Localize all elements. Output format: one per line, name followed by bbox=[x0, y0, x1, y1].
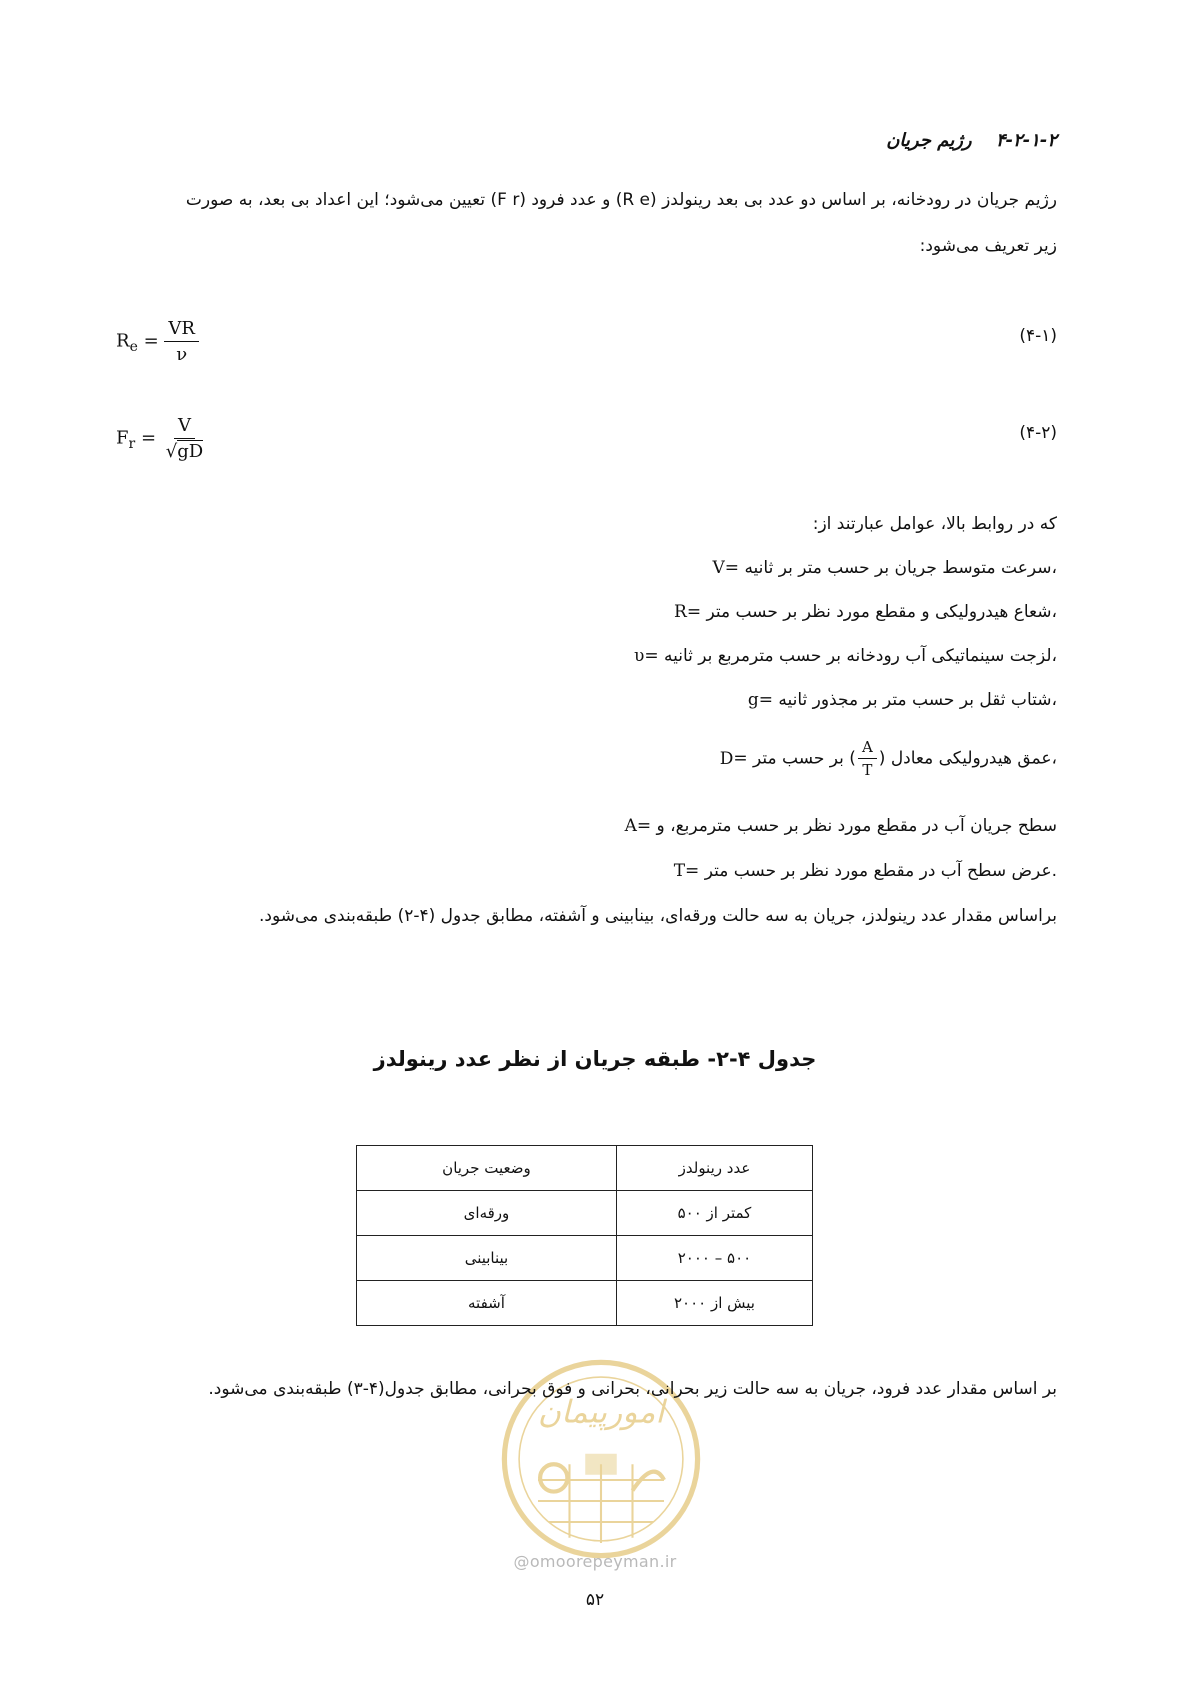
eq2-denominator bbox=[162, 439, 207, 462]
d-fraction bbox=[858, 738, 877, 779]
definitions-intro: که در روابط بالا، عوامل عبارتند از: bbox=[812, 514, 1057, 534]
eq1-denominator: ν bbox=[176, 344, 188, 365]
definition-text-after: ) بر حسب متر، bbox=[752, 748, 1057, 769]
equation-reynolds: $R_e$ = $\frac{VR}{\nu}$ bbox=[116, 318, 199, 365]
definition-symbol: T bbox=[673, 861, 686, 881]
sqrt-sign: √ bbox=[165, 441, 178, 462]
section-number: ۴-۲-۱-۲ bbox=[995, 130, 1057, 151]
definition-symbol: D bbox=[719, 748, 734, 769]
definition-text: = عرض سطح آب در مقطع مورد نظر بر حسب متر. bbox=[685, 861, 1057, 881]
definition-symbol: V bbox=[712, 558, 725, 578]
table-cell: کمتر از ۵۰۰ bbox=[616, 1191, 812, 1236]
equation-label-1: (۴-۱) bbox=[1019, 326, 1057, 346]
equation-froude: $F_r$ = $\frac{V}{√gD}$ bbox=[116, 415, 207, 462]
table-header-cell: وضعیت جریان bbox=[357, 1146, 617, 1191]
definition-a bbox=[619, 816, 1057, 836]
eq1-fraction bbox=[164, 318, 199, 365]
classification-paragraph: براساس مقدار عدد رینولدز، جریان به سه حالت ورقه‌ای، بینابینی و آشفته، مطابق جدول (۴-۲) طبقه‌بندی می‌شود. bbox=[259, 906, 1057, 926]
definition-g bbox=[742, 690, 1057, 710]
definition-text-before: = عمق هیدرولیکی معادل ( bbox=[733, 748, 1052, 769]
intro-line-2: زیر تعریف می‌شود: bbox=[919, 236, 1057, 256]
eq2-lhs: F bbox=[116, 427, 129, 449]
watermark-site: @omoorepeyman.ir bbox=[513, 1552, 677, 1571]
table-row bbox=[357, 1281, 813, 1326]
definition-symbol: A bbox=[624, 816, 637, 836]
definition-symbol: υ bbox=[633, 646, 645, 666]
definition-r bbox=[668, 602, 1057, 622]
d-frac-numerator: A bbox=[858, 738, 877, 759]
definition-text: = شتاب ثقل بر حسب متر بر مجذور ثانیه، bbox=[758, 690, 1057, 710]
definition-nu bbox=[628, 646, 1057, 666]
definition-t bbox=[668, 861, 1057, 881]
d-frac-denominator: T bbox=[862, 761, 873, 779]
table-cell: بیش از ۲۰۰۰ bbox=[616, 1281, 812, 1326]
eq1-numerator: VR bbox=[164, 318, 199, 342]
definition-symbol: R bbox=[674, 602, 687, 622]
eq2-radicand: gD bbox=[177, 441, 204, 462]
table-row bbox=[357, 1191, 813, 1236]
definition-d bbox=[714, 738, 1057, 779]
eq2-numerator: V bbox=[174, 415, 195, 439]
table-cell: ۵۰۰ – ۲۰۰۰ bbox=[616, 1236, 812, 1281]
table-cell: بینابینی bbox=[357, 1236, 617, 1281]
page-number: ۵۲ bbox=[585, 1590, 605, 1610]
table-row bbox=[357, 1236, 813, 1281]
equation-label-2: (۴-۲) bbox=[1019, 423, 1057, 443]
reynolds-table bbox=[356, 1145, 813, 1326]
table-header-cell: عدد رینولدز bbox=[616, 1146, 812, 1191]
table-cell: ورقه‌ای bbox=[357, 1191, 617, 1236]
definition-symbol: g bbox=[747, 690, 759, 710]
definition-text: = سرعت متوسط جریان بر حسب متر بر ثانیه، bbox=[724, 558, 1057, 578]
eq1-lhs: R bbox=[116, 330, 130, 352]
table-caption: جدول ۴-۲- طبقه جریان از نظر عدد رینولدز bbox=[373, 1047, 817, 1071]
section-title: رژیم جریان bbox=[886, 130, 972, 151]
definition-text: = شعاع هیدرولیکی و مقطع مورد نظر بر حسب متر، bbox=[686, 602, 1057, 622]
froude-paragraph: بر اساس مقدار عدد فرود، جریان به سه حالت زیر بحرانی، بحرانی و فوق بحرانی، مطابق جدول(۴-۳) طبقه‌بندی می‌شود. bbox=[208, 1379, 1057, 1399]
eq2-lhs-sub: r bbox=[128, 436, 136, 453]
definition-text: = لزجت سینماتیکی آب رودخانه بر حسب مترمربع بر ثانیه، bbox=[644, 646, 1057, 666]
definition-v bbox=[707, 558, 1058, 578]
eq2-fraction bbox=[162, 415, 207, 462]
intro-line-1: رژیم جریان در رودخانه، بر اساس دو عدد بی بعد رینولدز (R e) و عدد فرود (F r) تعیین می‌شود؛ این اعداد بی بعد، به صورت bbox=[185, 190, 1057, 210]
table-cell: آشفته bbox=[357, 1281, 617, 1326]
definition-text: = سطح جریان آب در مقطع مورد نظر بر حسب مترمربع، و bbox=[636, 816, 1057, 836]
eq1-lhs-sub: e bbox=[129, 339, 138, 356]
table-header-row bbox=[357, 1146, 813, 1191]
section-heading bbox=[886, 130, 1057, 151]
watermark-logo-text: امورپیمان bbox=[537, 1394, 665, 1431]
